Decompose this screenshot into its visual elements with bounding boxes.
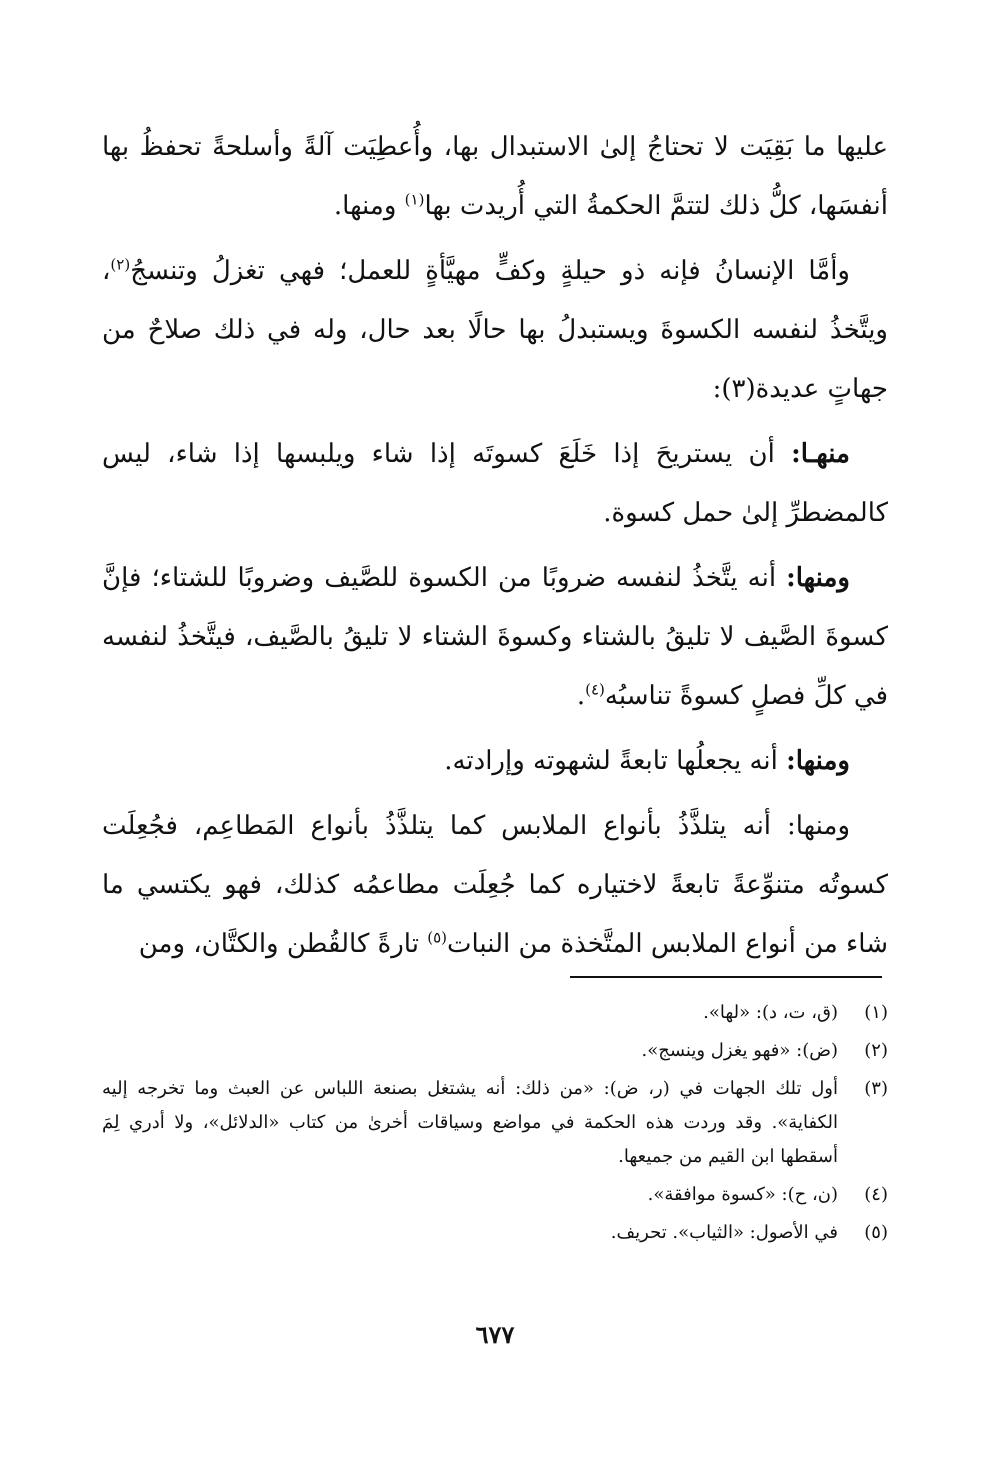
footnote-ref: (١) — [404, 190, 425, 209]
paragraph-body: عليها ما بَقِيَت لا تحتاجُ إلىٰ الاستبدال بها، وأُعطِيَت آلةً وأسلحةً تحفظُ بها أنفسَها، كلُّ ذلك لتتمَّ الحكمةُ التي أُريدت بها — [102, 132, 888, 221]
paragraph-1 — [102, 118, 888, 236]
footnote-text: (ق، ت، د): «لها». — [703, 1002, 838, 1023]
paragraph-body: أنه يجعلُها تابعةً لشهوته وإرادته. — [444, 746, 787, 776]
footnote-1 — [102, 996, 888, 1030]
footnote-ref: (٢) — [110, 255, 131, 274]
footnote-number: (٤) — [864, 1184, 888, 1205]
main-text — [102, 118, 888, 980]
paragraph-3 — [102, 425, 888, 543]
paragraph-6 — [102, 797, 888, 974]
paragraph-body: أنه يتَّخذُ لنفسه ضروبًا من الكسوة للصَّيف وضروبًا للشتاء؛ فإنَّ كسوةَ الصَّيف لا تليقُ بالشتاء وكسوةَ الشتاء لا تليقُ بالصَّيف، فيتَّخذُ لنفسه في كلِّ فصلٍ كسوةً تناسبُه — [102, 563, 888, 711]
paragraph-2 — [102, 242, 888, 419]
footnote-3 — [102, 1072, 888, 1174]
paragraph-lead: منهـا: — [791, 439, 850, 469]
footnote-divider — [570, 976, 882, 978]
footnote-text: في الأصول: «الثياب». تحريف. — [610, 1222, 838, 1243]
paragraph-tail: ، ويتَّخذُ لنفسه الكسوةَ ويستبدلُ بها حالًا بعد حال، وله في ذلك صلاحٌ من جهاتٍ عديدة(٣): — [102, 256, 888, 404]
paragraph-tail: . — [576, 681, 586, 711]
page-number: ٦٧٧ — [475, 1320, 515, 1349]
paragraph-lead: ومنها: — [786, 746, 850, 776]
paragraph-body: وأمَّا الإنسانُ فإنه ذو حيلةٍ وكفٍّ مهيَّأةٍ للعمل؛ فهي تغزلُ وتنسجُ — [130, 256, 850, 286]
footnote-text: (ض): «فهو يغزل وينسج». — [641, 1040, 838, 1061]
footnote-number: (٥) — [864, 1222, 888, 1243]
paragraph-lead: ومنها: — [786, 563, 850, 593]
footnote-number: (٢) — [864, 1040, 888, 1061]
paragraph-5 — [102, 732, 888, 791]
paragraph-body: أن يستريحَ إذا خَلَعَ كسوتَه إذا شاء ويلبسها إذا شاء، ليس كالمضطرِّ إلىٰ حمل كسوة. — [102, 439, 888, 528]
paragraph-tail: ومنها. — [333, 191, 405, 221]
footnote-text: (ن، ح): «كسوة موافقة». — [647, 1184, 838, 1205]
footnote-5 — [102, 1216, 888, 1250]
footnote-text: أول تلك الجهات في (ر، ض): «من ذلك: أنه يشتغل بصنعة اللباس عن العبث وما تخرجه إليه الكفاية». وقد وردت هذه الحكمة في مواضع وسياقات أخرىٰ من كتاب «الدلائل»، ولا أدري لِمَ أسقطها ابن القيم من جميعها. — [102, 1078, 838, 1167]
footnote-number: (١) — [864, 1002, 888, 1023]
footnote-2 — [102, 1034, 888, 1068]
footnote-ref: (٤) — [585, 680, 605, 699]
footnote-ref: (٥) — [427, 928, 448, 947]
footnote-number: (٣) — [864, 1078, 888, 1099]
paragraph-4 — [102, 549, 888, 726]
footnotes — [102, 996, 888, 1254]
paragraph-body: ومنها: أنه يتلذَّذُ بأنواع الملابس كما يتلذَّذُ بأنواع المَطاعِم، فجُعِلَت كسوتُه متنوِّعةً تابعةً لاختياره كما جُعِلَت مطاعمُه كذلك، فهو يكتسي ما شاء من أنواع الملابس المتَّخذة من النبات — [102, 811, 888, 959]
footnote-4 — [102, 1178, 888, 1212]
paragraph-tail: تارةً كالقُطن والكتَّان، ومن — [138, 929, 428, 959]
